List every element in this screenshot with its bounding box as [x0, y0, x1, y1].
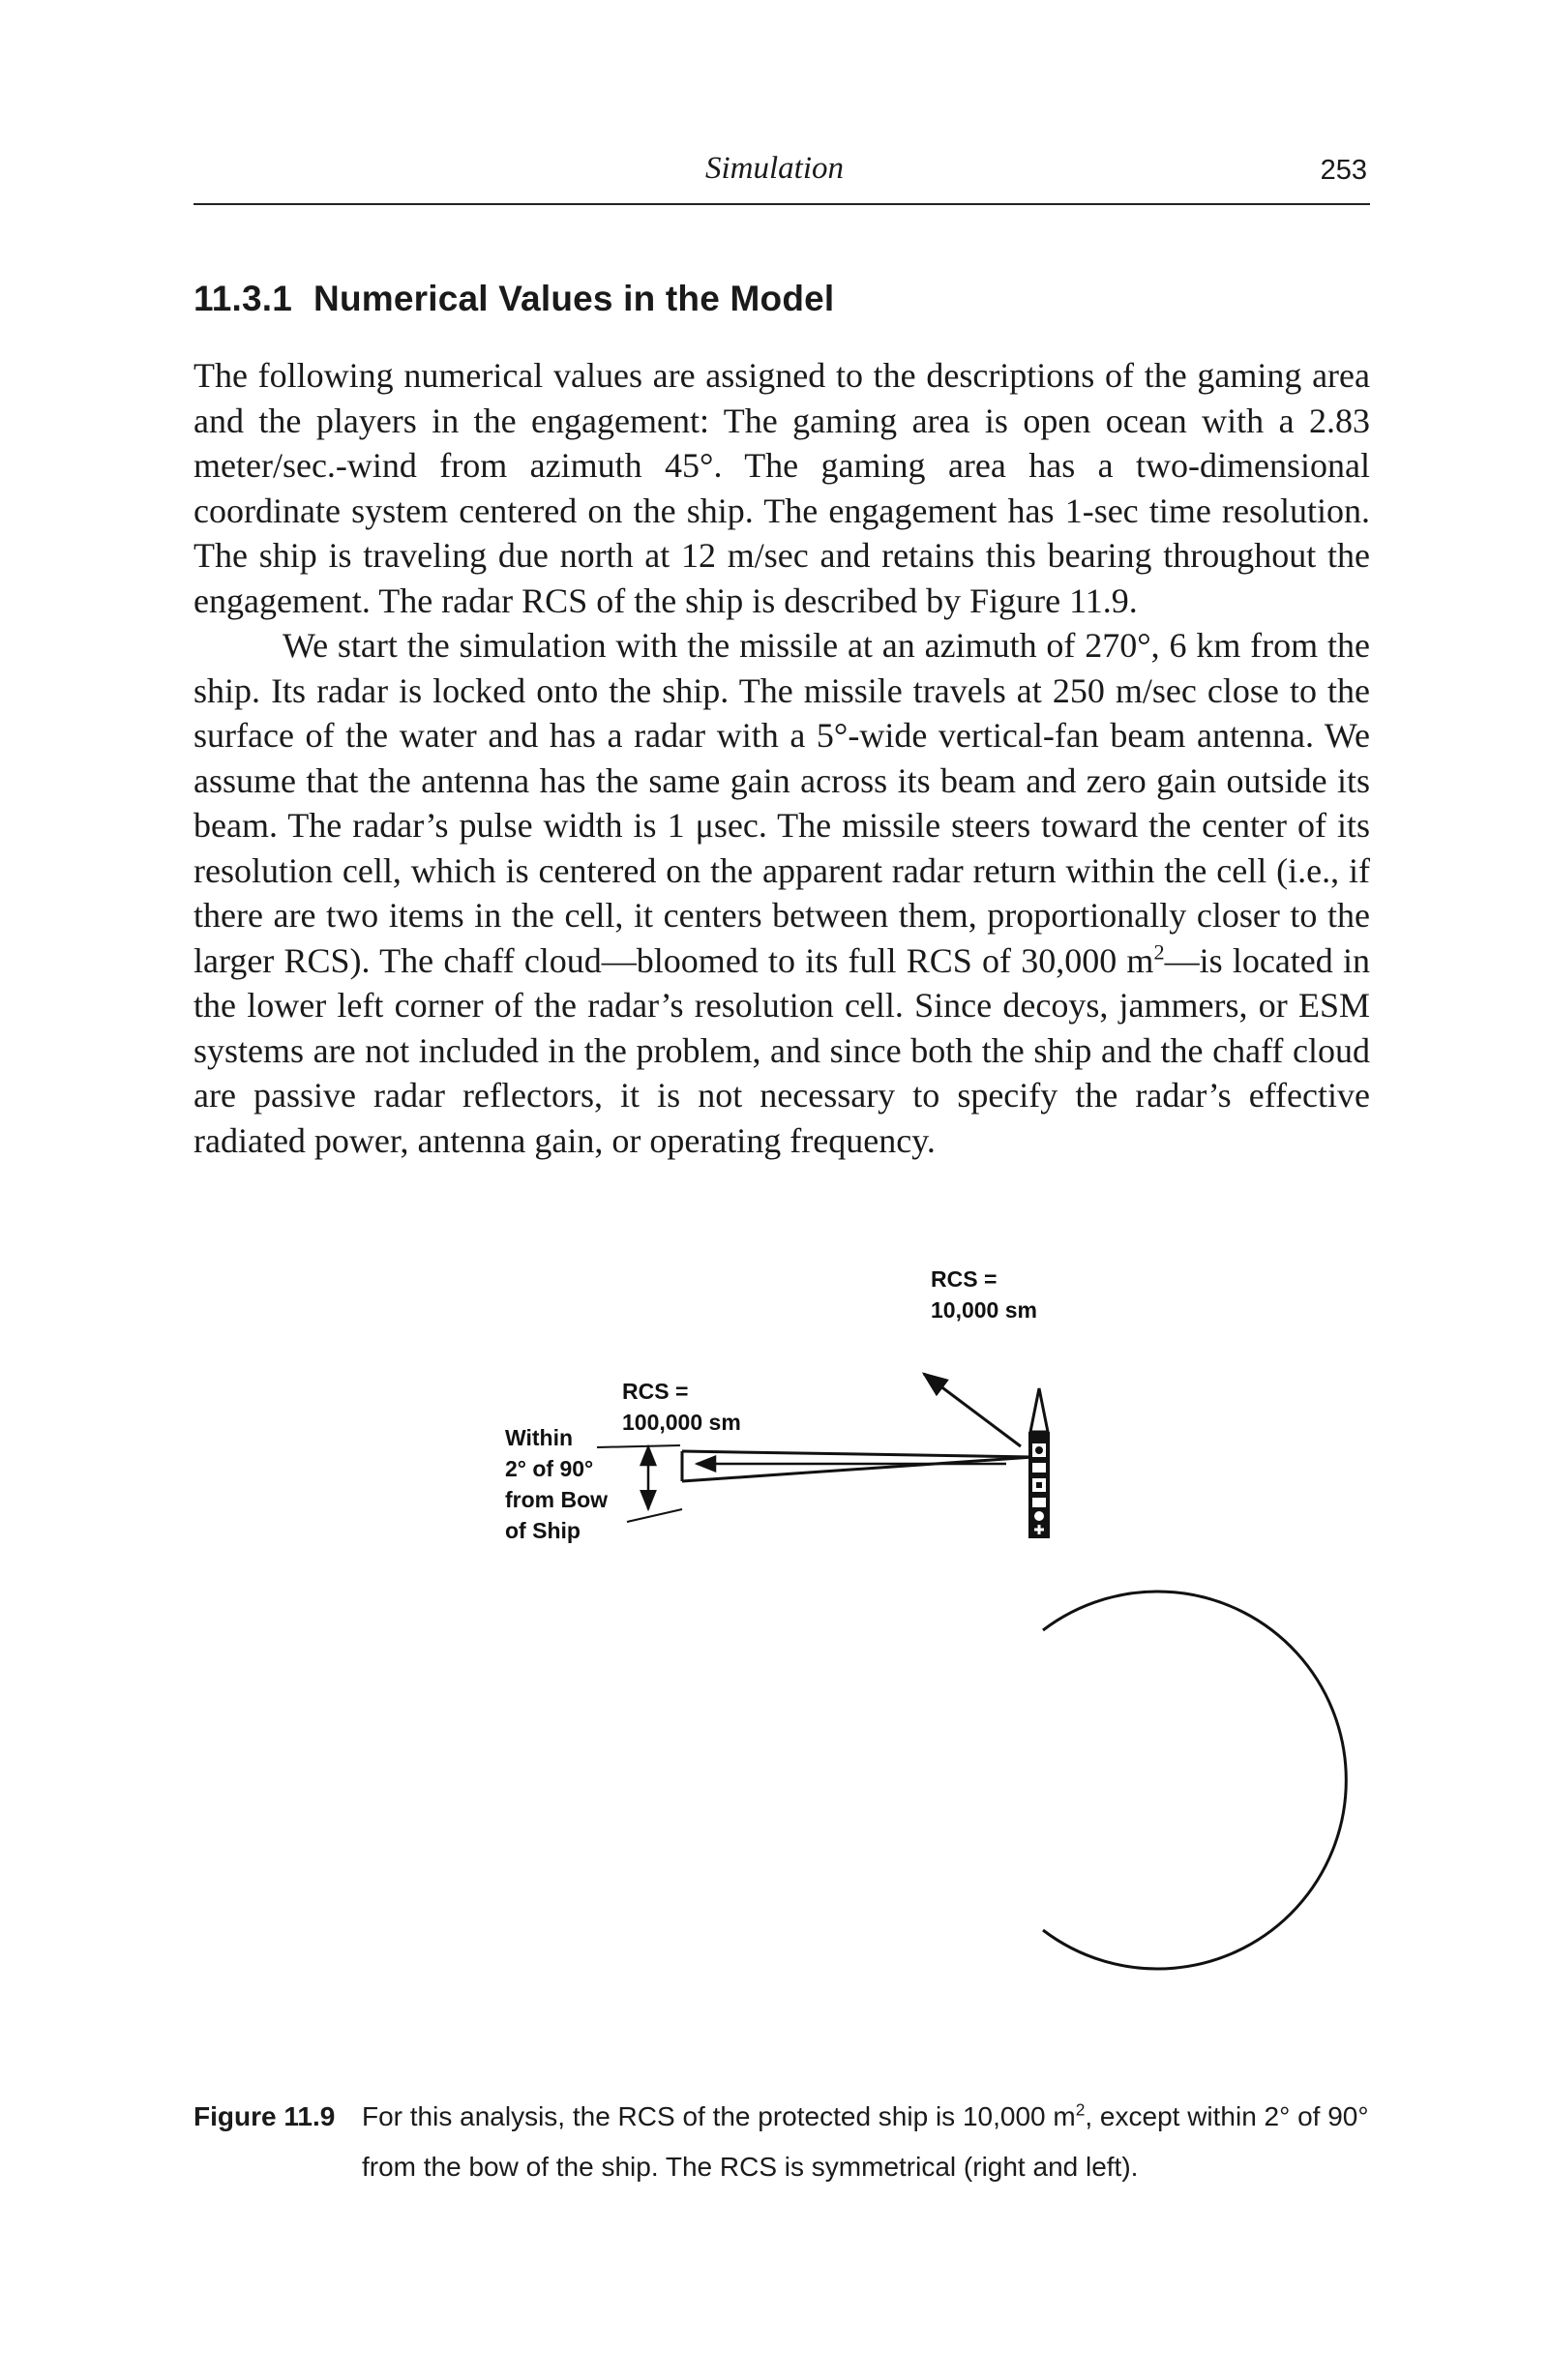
within-top-leader — [597, 1445, 680, 1447]
running-title: Simulation — [704, 151, 844, 186]
figure-caption-text-b: , except within 2° of 90° from the bow of the ship. The RCS is symmetrical (right and left). — [362, 2101, 1369, 2182]
within-label-line2: 2° of 90° — [505, 1456, 594, 1481]
within-label-line4: of Ship — [505, 1518, 581, 1543]
section-number: 11.3.1 — [194, 279, 293, 318]
paragraph-1: The following numerical values are assigned to the descriptions of the gaming area and the players in the engagement: The gaming area is open ocean with a 2.83 meter/sec.-wind from azimuth 45°. The gaming area has a two-dimensional coordinate system centered on the ship. The engagement has 1-sec time resolution. The ship is traveling due north at 12 m/sec and retains this bearing throughout the engagement. The radar RCS of the ship is described by Figure 11.9. — [194, 356, 1370, 620]
within-bottom-leader — [627, 1509, 682, 1522]
rcs-boundary-arc — [1043, 1592, 1346, 1969]
figure-caption — [194, 2092, 1384, 2192]
paragraph-2-text-a: We start the simulation with the missile at an azimuth of 270°, 6 km from the ship. Its radar is locked onto the ship. The missile travels at 250 m/sec close to the surface of the water and has a radar with a 5°-wide vertical-fan beam antenna. We assume that the antenna has the same gain across its beam and zero gain outside its beam. The radar’s pulse width is 1 μsec. The missile steers toward the center of its resolution cell, which is centered on the apparent radar return within the cell (i.e., if there are two items in the cell, it centers between them, proportionally closer to the larger RCS). The chaff cloud—bloomed to its full RCS of 30,000 m — [194, 626, 1370, 980]
ship-icon — [1028, 1388, 1050, 1538]
rcs-10000-label-line2: 10,000 sm — [931, 1297, 1037, 1323]
rcs-10000-label-line1: RCS = — [931, 1266, 998, 1292]
figure-caption-superscript: 2 — [1075, 2099, 1086, 2120]
figure-caption-label: Figure 11.9 — [194, 2101, 336, 2131]
rcs-100000-label-line1: RCS = — [622, 1379, 689, 1404]
figure-caption-text — [194, 2092, 1384, 2192]
paragraph-2-text-b: —is located in the lower left corner of the radar’s resolution cell. Since decoys, jammers, or ESM systems are not included in the problem, and since both the ship and the chaff cloud are passive radar reflectors, it is not necessary to specify the radar’s effective radiated power, antenna gain, or operating frequency. — [194, 940, 1371, 1160]
rcs-100000-label-line2: 100,000 sm — [622, 1410, 741, 1435]
within-label-line3: from Bow — [505, 1487, 609, 1512]
rcs-10000-arrow — [924, 1374, 1021, 1446]
section-title: Numerical Values in the Model — [313, 279, 835, 318]
page-number: 253 — [1320, 155, 1367, 186]
paragraph-2-superscript: 2 — [1153, 939, 1165, 965]
figure-caption-text-a: For this analysis, the RCS of the protected ship is 10,000 m — [362, 2101, 1076, 2131]
within-label-line1: Within — [505, 1425, 574, 1450]
high-rcs-wedge — [682, 1451, 1033, 1481]
